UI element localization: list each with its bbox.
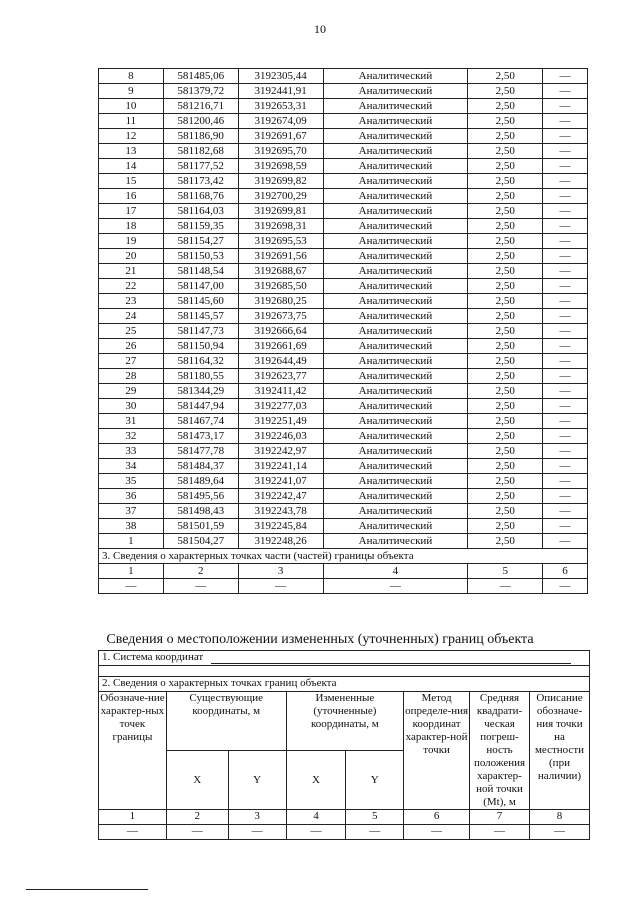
error-cell: 2,50 (468, 309, 543, 324)
point-number-cell: 15 (99, 174, 164, 189)
error-cell: 2,50 (468, 84, 543, 99)
table-row (99, 324, 588, 339)
x-coordinate-cell: 581473,17 (163, 429, 238, 444)
section3-dash: — (543, 579, 588, 594)
method-cell: Аналитический (323, 129, 468, 144)
method-cell: Аналитический (323, 144, 468, 159)
y-coordinate-cell: 3192653,31 (238, 99, 323, 114)
x-coordinate-cell: 581477,78 (163, 444, 238, 459)
method-cell: Аналитический (323, 444, 468, 459)
y-coordinate-cell: 3192695,70 (238, 144, 323, 159)
table-row (99, 264, 588, 279)
table-row (99, 504, 588, 519)
method-cell: Аналитический (323, 369, 468, 384)
x-coordinate-cell: 581164,32 (163, 354, 238, 369)
description-cell: — (543, 474, 588, 489)
header-y-changed: Y (346, 751, 404, 810)
x-coordinate-cell: 581147,00 (163, 279, 238, 294)
method-cell: Аналитический (323, 354, 468, 369)
header-x-changed: X (286, 751, 346, 810)
table-row (99, 399, 588, 414)
dash-cell: — (529, 825, 589, 840)
table-row (99, 429, 588, 444)
point-number-cell: 13 (99, 144, 164, 159)
point-number-cell: 22 (99, 279, 164, 294)
error-cell: 2,50 (468, 414, 543, 429)
error-cell: 2,50 (468, 174, 543, 189)
point-number-cell: 21 (99, 264, 164, 279)
blank-row (99, 666, 590, 677)
y-coordinate-cell: 3192241,14 (238, 459, 323, 474)
y-coordinate-cell: 3192691,67 (238, 129, 323, 144)
x-coordinate-cell: 581180,55 (163, 369, 238, 384)
point-number-cell: 30 (99, 399, 164, 414)
y-coordinate-cell: 3192695,53 (238, 234, 323, 249)
error-cell: 2,50 (468, 264, 543, 279)
point-number-cell: 36 (99, 489, 164, 504)
table-row (99, 354, 588, 369)
error-cell: 2,50 (468, 204, 543, 219)
description-cell: — (543, 309, 588, 324)
y-coordinate-cell: 3192243,78 (238, 504, 323, 519)
header-designation: Обозначе-ние характер-ных точек границы (99, 692, 167, 810)
method-cell: Аналитический (323, 294, 468, 309)
table-row (99, 189, 588, 204)
error-cell: 2,50 (468, 534, 543, 549)
point-number-cell: 33 (99, 444, 164, 459)
changed-boundaries-table (98, 650, 590, 840)
method-cell: Аналитический (323, 204, 468, 219)
footnote-separator (26, 889, 148, 890)
table-row (99, 234, 588, 249)
table-row (99, 84, 588, 99)
y-coordinate-cell: 3192674,09 (238, 114, 323, 129)
error-cell: 2,50 (468, 339, 543, 354)
description-cell: — (543, 399, 588, 414)
table-row (99, 444, 588, 459)
x-coordinate-cell: 581467,74 (163, 414, 238, 429)
y-coordinate-cell: 3192661,69 (238, 339, 323, 354)
error-cell: 2,50 (468, 234, 543, 249)
table-row (99, 69, 588, 84)
dash-cell: — (286, 825, 346, 840)
method-cell: Аналитический (323, 249, 468, 264)
description-cell: — (543, 444, 588, 459)
table-row (99, 114, 588, 129)
x-coordinate-cell: 581173,42 (163, 174, 238, 189)
point-number-cell: 29 (99, 384, 164, 399)
point-number-cell: 11 (99, 114, 164, 129)
description-cell: — (543, 264, 588, 279)
point-number-cell: 16 (99, 189, 164, 204)
x-coordinate-cell: 581154,27 (163, 234, 238, 249)
section3-dash: — (99, 579, 164, 594)
y-coordinate-cell: 3192685,50 (238, 279, 323, 294)
coord-system-row (99, 651, 590, 666)
description-cell: — (543, 234, 588, 249)
method-cell: Аналитический (323, 279, 468, 294)
point-number-cell: 19 (99, 234, 164, 249)
error-cell: 2,50 (468, 399, 543, 414)
point-number-cell: 28 (99, 369, 164, 384)
error-cell: 2,50 (468, 429, 543, 444)
coord-system-label: 1. Система координат (102, 651, 204, 663)
y-coordinate-cell: 3192700,29 (238, 189, 323, 204)
table-row (99, 519, 588, 534)
table-row (99, 204, 588, 219)
error-cell: 2,50 (468, 219, 543, 234)
method-cell: Аналитический (323, 414, 468, 429)
error-cell: 2,50 (468, 114, 543, 129)
description-cell: — (543, 219, 588, 234)
table-row (99, 159, 588, 174)
table-row (99, 309, 588, 324)
method-cell: Аналитический (323, 174, 468, 189)
section3-dash: — (323, 579, 468, 594)
x-coordinate-cell: 581150,53 (163, 249, 238, 264)
error-cell: 2,50 (468, 129, 543, 144)
description-cell: — (543, 324, 588, 339)
method-cell: Аналитический (323, 534, 468, 549)
method-cell: Аналитический (323, 159, 468, 174)
x-coordinate-cell: 581145,57 (163, 309, 238, 324)
y-coordinate-cell: 3192699,81 (238, 204, 323, 219)
dash-cell: — (166, 825, 228, 840)
point-number-cell: 31 (99, 414, 164, 429)
error-cell: 2,50 (468, 189, 543, 204)
table-row (99, 534, 588, 549)
table-row (99, 474, 588, 489)
point-number-cell: 12 (99, 129, 164, 144)
y-coordinate-cell: 3192411,42 (238, 384, 323, 399)
y-coordinate-cell: 3192277,03 (238, 399, 323, 414)
point-number-cell: 27 (99, 354, 164, 369)
table-row (99, 279, 588, 294)
section3-col-6: 6 (543, 564, 588, 579)
dash-cell: — (346, 825, 404, 840)
point-number-cell: 34 (99, 459, 164, 474)
x-coordinate-cell: 581501,59 (163, 519, 238, 534)
error-cell: 2,50 (468, 369, 543, 384)
description-cell: — (543, 369, 588, 384)
section3-dash: — (238, 579, 323, 594)
error-cell: 2,50 (468, 144, 543, 159)
table-row (99, 339, 588, 354)
point-number-cell: 17 (99, 204, 164, 219)
error-cell: 2,50 (468, 324, 543, 339)
description-cell: — (543, 504, 588, 519)
section3-title: 3. Сведения о характерных точках части (частей) границы объекта (99, 549, 588, 564)
y-coordinate-cell: 3192245,84 (238, 519, 323, 534)
col-number: 4 (286, 810, 346, 825)
section3-col-1: 1 (99, 564, 164, 579)
y-coordinate-cell: 3192688,67 (238, 264, 323, 279)
method-cell: Аналитический (323, 489, 468, 504)
y-coordinate-cell: 3192248,26 (238, 534, 323, 549)
x-coordinate-cell: 581182,68 (163, 144, 238, 159)
description-cell: — (543, 339, 588, 354)
y-coordinate-cell: 3192691,56 (238, 249, 323, 264)
x-coordinate-cell: 581495,56 (163, 489, 238, 504)
description-cell: — (543, 519, 588, 534)
table-row (99, 129, 588, 144)
table-row (99, 174, 588, 189)
table-row (99, 294, 588, 309)
error-cell: 2,50 (468, 294, 543, 309)
description-cell: — (543, 114, 588, 129)
method-cell: Аналитический (323, 84, 468, 99)
point-number-cell: 24 (99, 309, 164, 324)
coord-system-underline (211, 653, 571, 664)
y-coordinate-cell: 3192305,44 (238, 69, 323, 84)
x-coordinate-cell: 581485,06 (163, 69, 238, 84)
error-cell: 2,50 (468, 384, 543, 399)
page-number: 10 (314, 22, 326, 36)
description-cell: — (543, 294, 588, 309)
description-cell: — (543, 384, 588, 399)
dash-cell: — (404, 825, 470, 840)
point-number-cell: 23 (99, 294, 164, 309)
x-coordinate-cell: 581379,72 (163, 84, 238, 99)
table-row (99, 219, 588, 234)
error-cell: 2,50 (468, 354, 543, 369)
x-coordinate-cell: 581159,35 (163, 219, 238, 234)
point-number-cell: 18 (99, 219, 164, 234)
method-cell: Аналитический (323, 99, 468, 114)
method-cell: Аналитический (323, 324, 468, 339)
method-cell: Аналитический (323, 399, 468, 414)
x-coordinate-cell: 581484,37 (163, 459, 238, 474)
method-cell: Аналитический (323, 384, 468, 399)
col-number: 6 (404, 810, 470, 825)
method-cell: Аналитический (323, 189, 468, 204)
dash-cell: — (470, 825, 530, 840)
x-coordinate-cell: 581447,94 (163, 399, 238, 414)
y-coordinate-cell: 3192246,03 (238, 429, 323, 444)
method-cell: Аналитический (323, 519, 468, 534)
header-changed: Измененные (уточненные) координаты, м (286, 692, 404, 751)
method-cell: Аналитический (323, 114, 468, 129)
col-number: 7 (470, 810, 530, 825)
y-coordinate-cell: 3192644,49 (238, 354, 323, 369)
error-cell: 2,50 (468, 504, 543, 519)
table-row (99, 384, 588, 399)
point-number-cell: 9 (99, 84, 164, 99)
x-coordinate-cell: 581164,03 (163, 204, 238, 219)
section3-col-3: 3 (238, 564, 323, 579)
point-number-cell: 8 (99, 69, 164, 84)
point-number-cell: 32 (99, 429, 164, 444)
header-description: Описание обозначе-ния точки на местности (при наличии) (529, 692, 589, 810)
point-number-cell: 26 (99, 339, 164, 354)
description-cell: — (543, 159, 588, 174)
description-cell: — (543, 69, 588, 84)
col-number: 8 (529, 810, 589, 825)
point-number-cell: 10 (99, 99, 164, 114)
description-cell: — (543, 429, 588, 444)
section3-col-4: 4 (323, 564, 468, 579)
method-cell: Аналитический (323, 504, 468, 519)
error-cell: 2,50 (468, 474, 543, 489)
header-error: Средняя квадрати-ческая погреш-ность положения характер-ной точки (Mt), м (470, 692, 530, 810)
x-coordinate-cell: 581147,73 (163, 324, 238, 339)
description-cell: — (543, 129, 588, 144)
header-method: Метод определе-ния координат характер-ной точки (404, 692, 470, 810)
y-coordinate-cell: 3192251,49 (238, 414, 323, 429)
method-cell: Аналитический (323, 339, 468, 354)
y-coordinate-cell: 3192441,91 (238, 84, 323, 99)
x-coordinate-cell: 581498,43 (163, 504, 238, 519)
method-cell: Аналитический (323, 459, 468, 474)
table-row (99, 459, 588, 474)
section-title: Сведения о местоположении измененных (уточненных) границ объекта (106, 632, 534, 647)
description-cell: — (543, 204, 588, 219)
x-coordinate-cell: 581186,90 (163, 129, 238, 144)
point-number-cell: 35 (99, 474, 164, 489)
y-coordinate-cell: 3192241,07 (238, 474, 323, 489)
x-coordinate-cell: 581504,27 (163, 534, 238, 549)
description-cell: — (543, 99, 588, 114)
x-coordinate-cell: 581177,52 (163, 159, 238, 174)
point-number-cell: 1 (99, 534, 164, 549)
method-cell: Аналитический (323, 474, 468, 489)
header-x-existing: X (166, 751, 228, 810)
point-number-cell: 25 (99, 324, 164, 339)
section3-col-2: 2 (163, 564, 238, 579)
table-row (99, 369, 588, 384)
y-coordinate-cell: 3192242,97 (238, 444, 323, 459)
y-coordinate-cell: 3192698,59 (238, 159, 323, 174)
point-number-cell: 14 (99, 159, 164, 174)
x-coordinate-cell: 581148,54 (163, 264, 238, 279)
error-cell: 2,50 (468, 489, 543, 504)
description-cell: — (543, 249, 588, 264)
error-cell: 2,50 (468, 444, 543, 459)
description-cell: — (543, 84, 588, 99)
description-cell: — (543, 414, 588, 429)
section3-dash: — (468, 579, 543, 594)
description-cell: — (543, 354, 588, 369)
y-coordinate-cell: 3192623,77 (238, 369, 323, 384)
x-coordinate-cell: 581200,46 (163, 114, 238, 129)
error-cell: 2,50 (468, 99, 543, 114)
description-cell: — (543, 174, 588, 189)
description-cell: — (543, 189, 588, 204)
description-cell: — (543, 459, 588, 474)
x-coordinate-cell: 581168,76 (163, 189, 238, 204)
error-cell: 2,50 (468, 69, 543, 84)
method-cell: Аналитический (323, 219, 468, 234)
table-row (99, 99, 588, 114)
y-coordinate-cell: 3192680,25 (238, 294, 323, 309)
method-cell: Аналитический (323, 264, 468, 279)
y-coordinate-cell: 3192698,31 (238, 219, 323, 234)
error-cell: 2,50 (468, 519, 543, 534)
point-number-cell: 20 (99, 249, 164, 264)
col-number: 2 (166, 810, 228, 825)
error-cell: 2,50 (468, 459, 543, 474)
x-coordinate-cell: 581145,60 (163, 294, 238, 309)
y-coordinate-cell: 3192242,47 (238, 489, 323, 504)
coordinates-table (98, 68, 588, 594)
table-row (99, 489, 588, 504)
table-row (99, 249, 588, 264)
method-cell: Аналитический (323, 69, 468, 84)
table-row (99, 144, 588, 159)
col-number: 3 (228, 810, 286, 825)
error-cell: 2,50 (468, 279, 543, 294)
header-y-existing: Y (228, 751, 286, 810)
col-number: 1 (99, 810, 167, 825)
x-coordinate-cell: 581489,64 (163, 474, 238, 489)
method-cell: Аналитический (323, 234, 468, 249)
table-row (99, 414, 588, 429)
x-coordinate-cell: 581344,29 (163, 384, 238, 399)
description-cell: — (543, 534, 588, 549)
description-cell: — (543, 489, 588, 504)
dash-cell: — (228, 825, 286, 840)
x-coordinate-cell: 581216,71 (163, 99, 238, 114)
y-coordinate-cell: 3192699,82 (238, 174, 323, 189)
header-existing: Существующие координаты, м (166, 692, 286, 751)
y-coordinate-cell: 3192673,75 (238, 309, 323, 324)
y-coordinate-cell: 3192666,64 (238, 324, 323, 339)
description-cell: — (543, 144, 588, 159)
error-cell: 2,50 (468, 159, 543, 174)
x-coordinate-cell: 581150,94 (163, 339, 238, 354)
point-number-cell: 37 (99, 504, 164, 519)
dash-cell: — (99, 825, 167, 840)
points-title: 2. Сведения о характерных точках границ объекта (99, 677, 590, 692)
method-cell: Аналитический (323, 309, 468, 324)
section3-dash: — (163, 579, 238, 594)
error-cell: 2,50 (468, 249, 543, 264)
col-number: 5 (346, 810, 404, 825)
method-cell: Аналитический (323, 429, 468, 444)
description-cell: — (543, 279, 588, 294)
section3-col-5: 5 (468, 564, 543, 579)
point-number-cell: 38 (99, 519, 164, 534)
